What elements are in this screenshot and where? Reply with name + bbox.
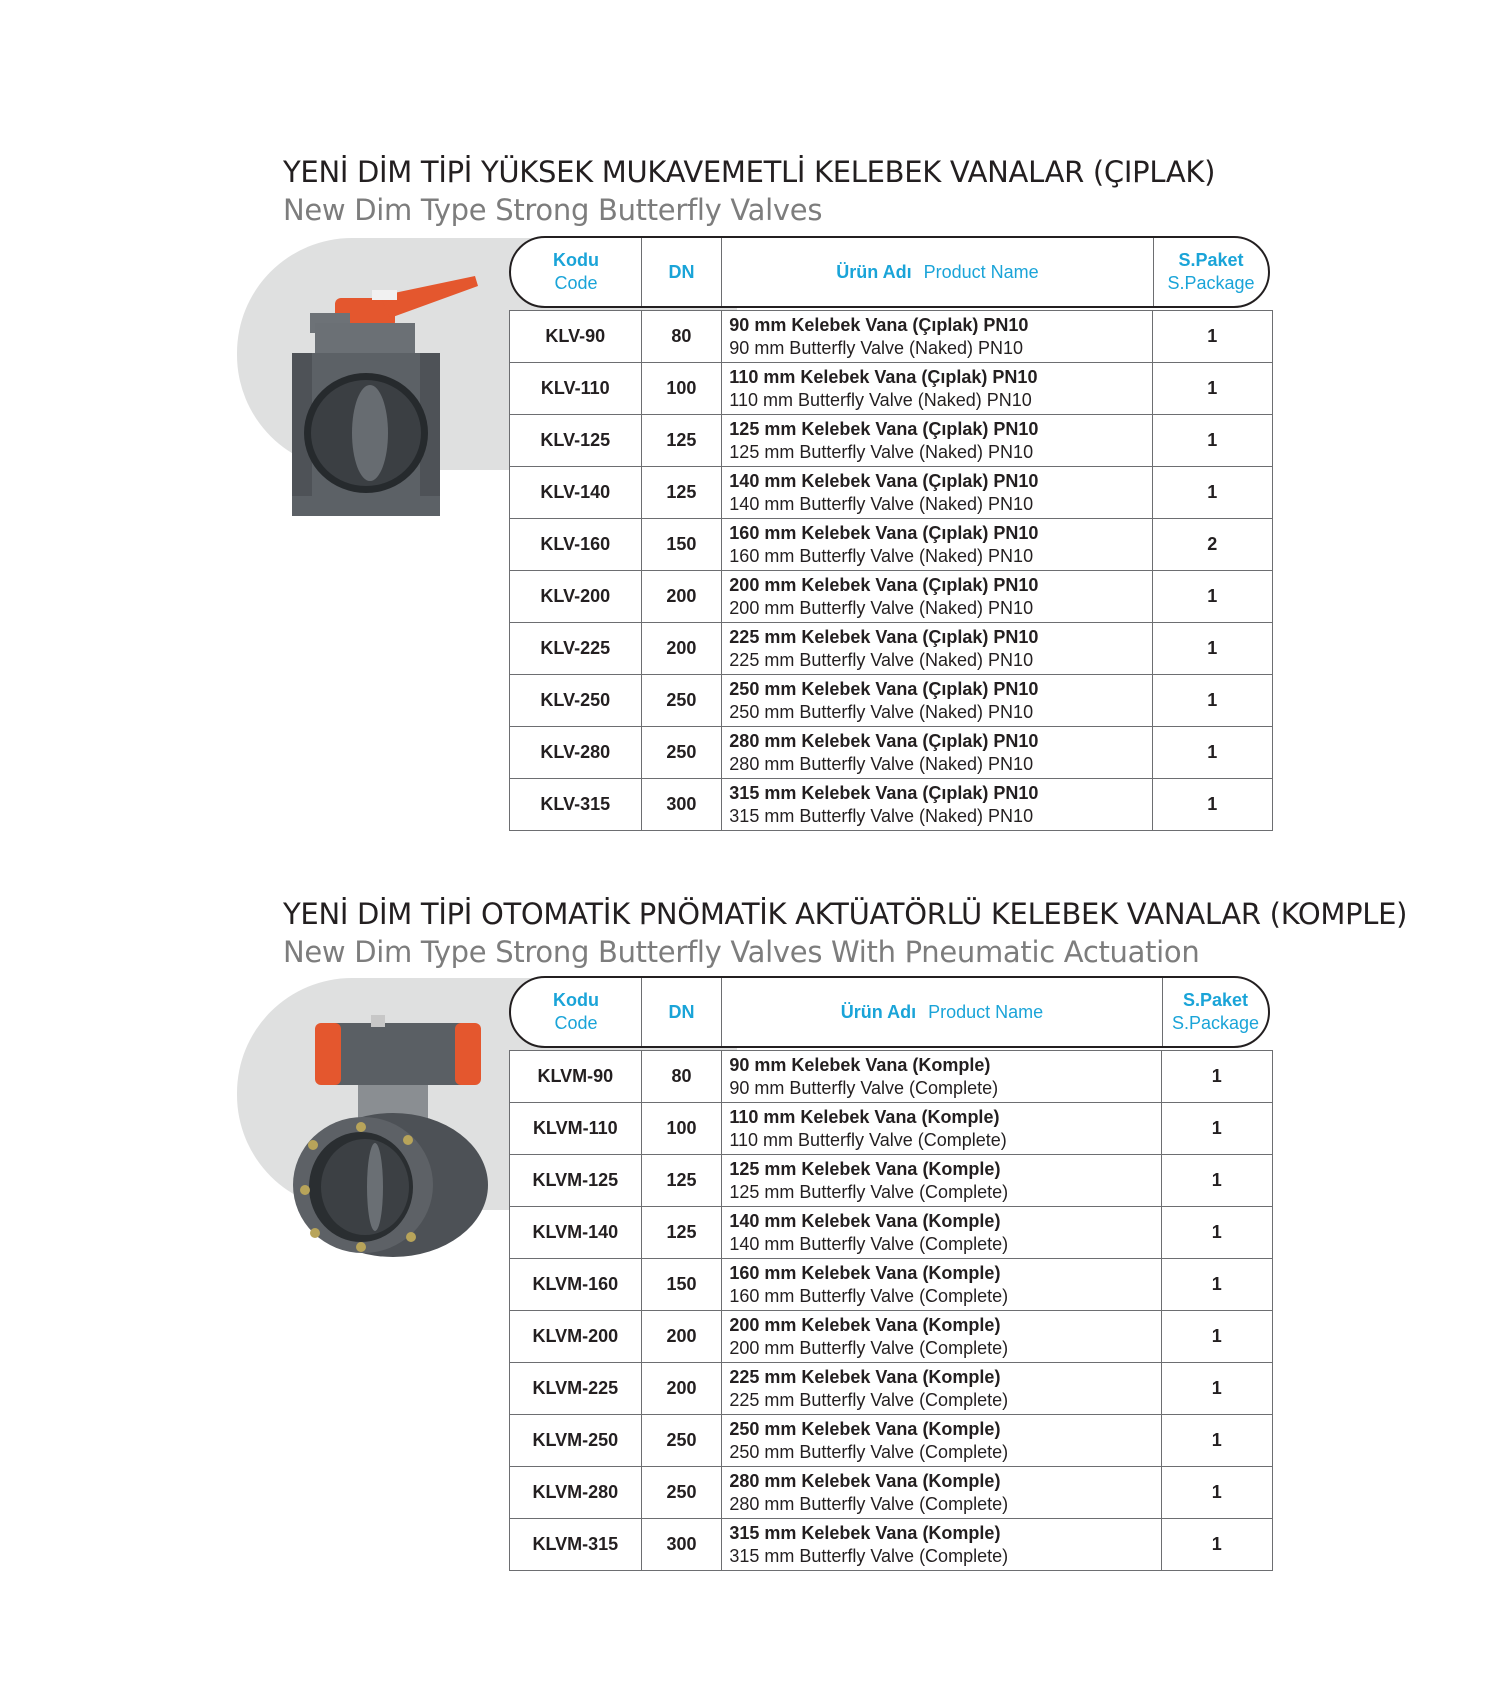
cell-code: KLVM-200 [510,1311,642,1363]
header-dn: DN [642,978,722,1046]
product-name-tr: 90 mm Kelebek Vana (Çıplak) PN10 [729,314,1029,335]
cell-product-name [722,1103,1161,1155]
header-name-en: Product Name [923,261,1039,282]
cell-product-name [722,1207,1161,1259]
cell-product-name [722,1155,1161,1207]
cell-code: KLV-110 [510,363,642,415]
cell-dn: 150 [641,1259,722,1311]
product-name-tr: 225 mm Kelebek Vana (Komple) [729,1366,1001,1387]
product-name-en: 90 mm Butterfly Valve (Complete) [729,1077,999,1098]
cell-package: 1 [1161,1311,1272,1363]
product-name-en: 250 mm Butterfly Valve (Complete) [729,1441,1009,1462]
cell-code: KLV-160 [510,519,642,571]
cell-code: KLVM-90 [510,1051,642,1103]
cell-package: 1 [1152,311,1272,363]
cell-package: 1 [1152,779,1272,831]
product-name-tr: 225 mm Kelebek Vana (Çıplak) PN10 [729,626,1039,647]
cell-package: 1 [1152,415,1272,467]
cell-dn: 250 [641,1415,722,1467]
product-name-tr: 125 mm Kelebek Vana (Çıplak) PN10 [729,418,1039,439]
cell-code: KLVM-280 [510,1467,642,1519]
table-row [510,623,1273,675]
product-name-en: 200 mm Butterfly Valve (Naked) PN10 [729,597,1034,618]
table-row [510,1155,1273,1207]
product-name-en: 160 mm Butterfly Valve (Naked) PN10 [729,545,1034,566]
product-name-en: 225 mm Butterfly Valve (Complete) [729,1389,1009,1410]
table-row [510,415,1273,467]
product-name-en: 140 mm Butterfly Valve (Complete) [729,1233,1009,1254]
cell-product-name [722,363,1152,415]
cell-product-name [722,623,1152,675]
cell-code: KLVM-225 [510,1363,642,1415]
product-name-tr: 250 mm Kelebek Vana (Çıplak) PN10 [729,678,1039,699]
cell-code: KLV-225 [510,623,642,675]
table-row [510,779,1273,831]
product-name-tr: 160 mm Kelebek Vana (Komple) [729,1262,1001,1283]
table-row [510,571,1273,623]
header-product-name [722,238,1154,306]
header-pkg-tr: S.Paket [1182,990,1249,1010]
product-name-tr: 125 mm Kelebek Vana (Komple) [729,1158,1001,1179]
cell-package: 1 [1161,1259,1272,1311]
cell-product-name [722,1415,1161,1467]
cell-product-name [722,1051,1161,1103]
cell-package: 1 [1161,1467,1272,1519]
product-name-en: 200 mm Butterfly Valve (Complete) [729,1337,1009,1358]
cell-product-name [722,727,1152,779]
cell-code: KLV-140 [510,467,642,519]
section-title-tr: YENİ DİM TİPİ YÜKSEK MUKAVEMETLİ KELEBEK VANALAR (ÇIPLAK) [283,155,1216,189]
table-row [510,363,1273,415]
cell-package: 1 [1161,1051,1272,1103]
cell-package: 1 [1152,363,1272,415]
table-row [510,1259,1273,1311]
header-code-en: Code [554,273,598,293]
product-name-en: 160 mm Butterfly Valve (Complete) [729,1285,1009,1306]
header-name-tr: Ürün Adı [836,261,912,282]
header-pkg-en: S.Package [1171,1013,1260,1033]
cell-dn: 150 [641,519,722,571]
cell-product-name [722,1467,1161,1519]
product-name-tr: 250 mm Kelebek Vana (Komple) [729,1418,1001,1439]
cell-package: 1 [1161,1415,1272,1467]
cell-product-name [722,311,1152,363]
table-row [510,1051,1273,1103]
product-name-en: 110 mm Butterfly Valve (Complete) [729,1129,1007,1150]
cell-product-name [722,779,1152,831]
header-pkg-tr: S.Paket [1178,250,1244,270]
header-code-en: Code [554,1013,598,1033]
cell-product-name [722,415,1152,467]
cell-product-name [722,571,1152,623]
header-package [1154,238,1268,306]
table-row [510,1519,1273,1571]
cell-package: 1 [1152,571,1272,623]
cell-dn: 200 [641,1363,722,1415]
product-name-tr: 280 mm Kelebek Vana (Komple) [729,1470,1001,1491]
cell-package: 1 [1152,675,1272,727]
table-row [510,1103,1273,1155]
actuator-body [323,1023,473,1085]
product-name-tr: 90 mm Kelebek Vana (Komple) [729,1054,991,1075]
product-name-tr: 315 mm Kelebek Vana (Çıplak) PN10 [729,782,1039,803]
header-code-tr: Kodu [553,250,599,270]
cell-code: KLVM-110 [510,1103,642,1155]
table-row [510,311,1273,363]
product-name-tr: 160 mm Kelebek Vana (Çıplak) PN10 [729,522,1039,543]
cell-code: KLV-280 [510,727,642,779]
cell-dn: 125 [641,415,722,467]
product-table [509,310,1273,831]
table-row [510,1415,1273,1467]
cell-dn: 300 [641,1519,722,1571]
product-name-en: 125 mm Butterfly Valve (Naked) PN10 [729,441,1034,462]
cell-dn: 100 [641,1103,722,1155]
table-header [509,976,1270,1048]
header-package [1163,978,1268,1046]
product-name-en: 280 mm Butterfly Valve (Complete) [729,1493,1009,1514]
header-code-tr: Kodu [553,990,599,1010]
table-row [510,1311,1273,1363]
cell-code: KLV-125 [510,415,642,467]
cell-code: KLV-250 [510,675,642,727]
table-row [510,1207,1273,1259]
product-name-en: 125 mm Butterfly Valve (Complete) [729,1181,1009,1202]
cell-dn: 250 [641,675,722,727]
cell-code: KLVM-315 [510,1519,642,1571]
cell-package: 1 [1161,1155,1272,1207]
table-header [509,236,1270,308]
actuator-cap-right [455,1023,481,1085]
product-table [509,1050,1273,1571]
cell-dn: 200 [641,1311,722,1363]
valve-disc [367,1143,383,1231]
cell-product-name [722,1363,1161,1415]
header-name-tr: Ürün Adı [840,1001,917,1022]
cell-code: KLV-90 [510,311,642,363]
section-title-en: New Dim Type Strong Butterfly Valves [283,193,823,227]
product-name-en: 315 mm Butterfly Valve (Naked) PN10 [729,805,1034,826]
product-name-tr: 200 mm Kelebek Vana (Çıplak) PN10 [729,574,1039,595]
product-name-tr: 200 mm Kelebek Vana (Komple) [729,1314,1001,1335]
manual-butterfly-valve-image [280,268,480,518]
cell-package: 1 [1161,1363,1272,1415]
header-code [511,978,642,1046]
table-row [510,467,1273,519]
table-row [510,675,1273,727]
product-name-tr: 280 mm Kelebek Vana (Çıplak) PN10 [729,730,1039,751]
cell-product-name [722,1311,1161,1363]
header-product-name [722,978,1163,1046]
cell-dn: 200 [641,623,722,675]
cell-package: 1 [1161,1103,1272,1155]
valve-disc [352,385,388,481]
cell-package: 1 [1152,623,1272,675]
cell-dn: 80 [641,311,722,363]
table-row [510,1467,1273,1519]
cell-code: KLVM-250 [510,1415,642,1467]
cell-product-name [722,1519,1161,1571]
product-name-en: 110 mm Butterfly Valve (Naked) PN10 [729,389,1032,410]
cell-code: KLVM-125 [510,1155,642,1207]
cell-code: KLVM-160 [510,1259,642,1311]
table-row [510,727,1273,779]
header-name-en: Product Name [928,1001,1044,1022]
product-name-tr: 140 mm Kelebek Vana (Komple) [729,1210,1001,1231]
cell-product-name [722,675,1152,727]
cell-code: KLV-200 [510,571,642,623]
cell-dn: 80 [641,1051,722,1103]
product-name-en: 140 mm Butterfly Valve (Naked) PN10 [729,493,1034,514]
table-row [510,1363,1273,1415]
product-name-tr: 315 mm Kelebek Vana (Komple) [729,1522,1001,1543]
cell-product-name [722,467,1152,519]
cell-package: 1 [1152,727,1272,779]
cell-package: 1 [1152,467,1272,519]
product-name-tr: 110 mm Kelebek Vana (Komple) [729,1106,1000,1127]
product-name-en: 315 mm Butterfly Valve (Complete) [729,1545,1009,1566]
handle-label [372,290,397,300]
cell-dn: 250 [641,1467,722,1519]
cell-dn: 125 [641,1207,722,1259]
section-title-tr: YENİ DİM TİPİ OTOMATİK PNÖMATİK AKTÜATÖRLÜ KELEBEK VANALAR (KOMPLE) [283,897,1408,931]
header-pkg-en: S.Package [1167,273,1255,293]
cell-code: KLVM-140 [510,1207,642,1259]
cell-product-name [722,519,1152,571]
cell-dn: 300 [641,779,722,831]
header-dn: DN [642,238,722,306]
table-row [510,519,1273,571]
product-name-en: 225 mm Butterfly Valve (Naked) PN10 [729,649,1034,670]
cell-dn: 200 [641,571,722,623]
cell-dn: 125 [641,1155,722,1207]
cell-product-name [722,1259,1161,1311]
product-name-tr: 140 mm Kelebek Vana (Çıplak) PN10 [729,470,1039,491]
cell-package: 1 [1161,1519,1272,1571]
cell-dn: 100 [641,363,722,415]
header-code [511,238,642,306]
pneumatic-butterfly-valve-image [283,1015,493,1260]
product-name-en: 280 mm Butterfly Valve (Naked) PN10 [729,753,1034,774]
actuator-cap-left [315,1023,341,1085]
section-title-en: New Dim Type Strong Butterfly Valves With Pneumatic Actuation [283,935,1200,969]
cell-package: 1 [1161,1207,1272,1259]
cell-dn: 125 [641,467,722,519]
product-name-tr: 110 mm Kelebek Vana (Çıplak) PN10 [729,366,1038,387]
product-name-en: 90 mm Butterfly Valve (Naked) PN10 [729,337,1024,358]
cell-code: KLV-315 [510,779,642,831]
cell-dn: 250 [641,727,722,779]
cell-package: 2 [1152,519,1272,571]
product-name-en: 250 mm Butterfly Valve (Naked) PN10 [729,701,1034,722]
